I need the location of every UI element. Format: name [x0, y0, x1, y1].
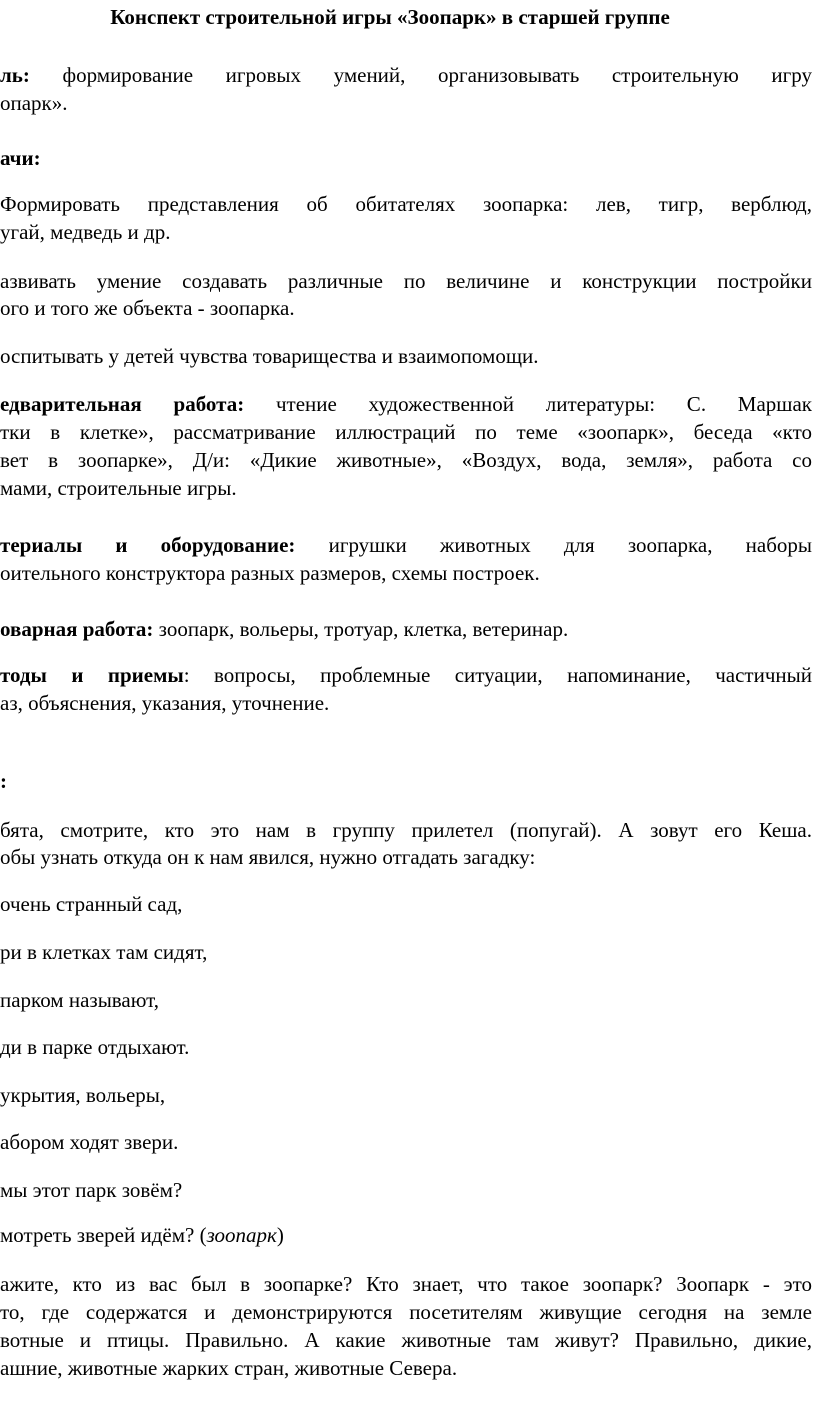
- riddle-answer: зоопарк: [206, 1223, 277, 1247]
- task-2-text-1: азвивать умение создавать различные по величине и конструкции постройки: [0, 269, 812, 293]
- prework-text-1: чтение художественной литературы: С. Маршак: [275, 392, 812, 416]
- task-3-line-1: оспитывать у детей чувства товарищества и взаимопомощи.: [0, 344, 539, 368]
- materials-line-2: оительного конструктора разных размеров, схемы построек.: [0, 561, 540, 585]
- course-label: :: [0, 769, 7, 793]
- riddle-line-1: очень странный сад,: [0, 892, 183, 916]
- riddle-line-8: [0, 1221, 284, 1249]
- prework-text-3: вет в зоопарке», Д/и: «Дикие животные», «Воздух, вода, земля», работа со: [0, 448, 812, 472]
- vocabulary-text: зоопарк, вольеры, тротуар, клетка, ветеринар.: [158, 617, 569, 641]
- prework-label: едварительная работа:: [0, 392, 245, 416]
- task-1-line-2: угай, медведь и др.: [0, 220, 171, 244]
- prework-line-2: [0, 418, 812, 446]
- prework-line-4: мами, строительные игры.: [0, 476, 237, 500]
- final-text-1: ажите, кто из вас был в зоопарке? Кто знает, что такое зоопарк? Зоопарк - это: [0, 1272, 812, 1296]
- riddle-line-4: ди в парке отдыхают.: [0, 1035, 190, 1059]
- vocabulary-label: оварная работа:: [0, 617, 154, 641]
- materials-label: териалы и оборудование:: [0, 533, 296, 557]
- final-line-1: [0, 1270, 812, 1298]
- goal-label: ль:: [0, 63, 30, 87]
- riddle-line-8-close: ): [276, 1223, 284, 1247]
- document-title: Конспект строительной игры «Зоопарк» в старшей группе: [110, 5, 670, 29]
- methods-text-1: : вопросы, проблемные ситуации, напоминание, частичный: [183, 663, 812, 687]
- methods-line-1: [0, 661, 812, 689]
- riddle-line-2: ри в клетках там сидят,: [0, 940, 208, 964]
- methods-label: тоды и приемы: [0, 663, 184, 687]
- prework-text-2: тки в клетке», рассматривание иллюстраций по теме «зоопарк», беседа «кто: [0, 420, 812, 444]
- materials-text-1: игрушки животных для зоопарка, наборы: [328, 533, 812, 557]
- goal-line-2: опарк».: [0, 91, 68, 115]
- prework-line-1: [0, 390, 812, 418]
- tasks-label: ачи:: [0, 146, 41, 170]
- riddle-line-3: парком называют,: [0, 988, 160, 1012]
- course-intro-text-1: бята, смотрите, кто это нам в группу прилетел (попугай). А зовут его Кеша.: [0, 818, 812, 842]
- final-text-3: вотные и птицы. Правильно. А какие животные там живут? Правильно, дикие,: [0, 1328, 812, 1352]
- vocabulary-line: [0, 615, 568, 643]
- course-intro-line-1: [0, 816, 812, 844]
- task-1-line-1: [0, 190, 812, 218]
- riddle-line-5: укрытия, вольеры,: [0, 1083, 166, 1107]
- final-line-4: ашние, животные жарких стран, животные Севера.: [0, 1356, 458, 1380]
- final-text-2: то, где содержатся и демонстрируются посетителям живущие сегодня на земле: [0, 1300, 812, 1324]
- goal-line-1: [0, 61, 812, 89]
- materials-line-1: [0, 531, 812, 559]
- task-2-line-1: [0, 267, 812, 295]
- riddle-line-8-text: мотреть зверей идём? (: [0, 1223, 207, 1247]
- prework-line-3: [0, 446, 812, 474]
- methods-line-2: аз, объяснения, указания, уточнение.: [0, 691, 330, 715]
- task-1-text-1: Формировать представления об обитателях зоопарка: лев, тигр, верблюд,: [0, 192, 812, 216]
- riddle-line-7: мы этот парк зовём?: [0, 1178, 183, 1202]
- final-line-3: [0, 1326, 812, 1354]
- task-2-line-2: ого и того же объекта - зоопарка.: [0, 296, 295, 320]
- goal-text-1: формирование игровых умений, организовывать строительную игру: [62, 63, 813, 87]
- riddle-line-6: абором ходят звери.: [0, 1130, 179, 1154]
- course-intro-line-2: обы узнать откуда он к нам явился, нужно отгадать загадку:: [0, 845, 536, 869]
- final-line-2: [0, 1298, 812, 1326]
